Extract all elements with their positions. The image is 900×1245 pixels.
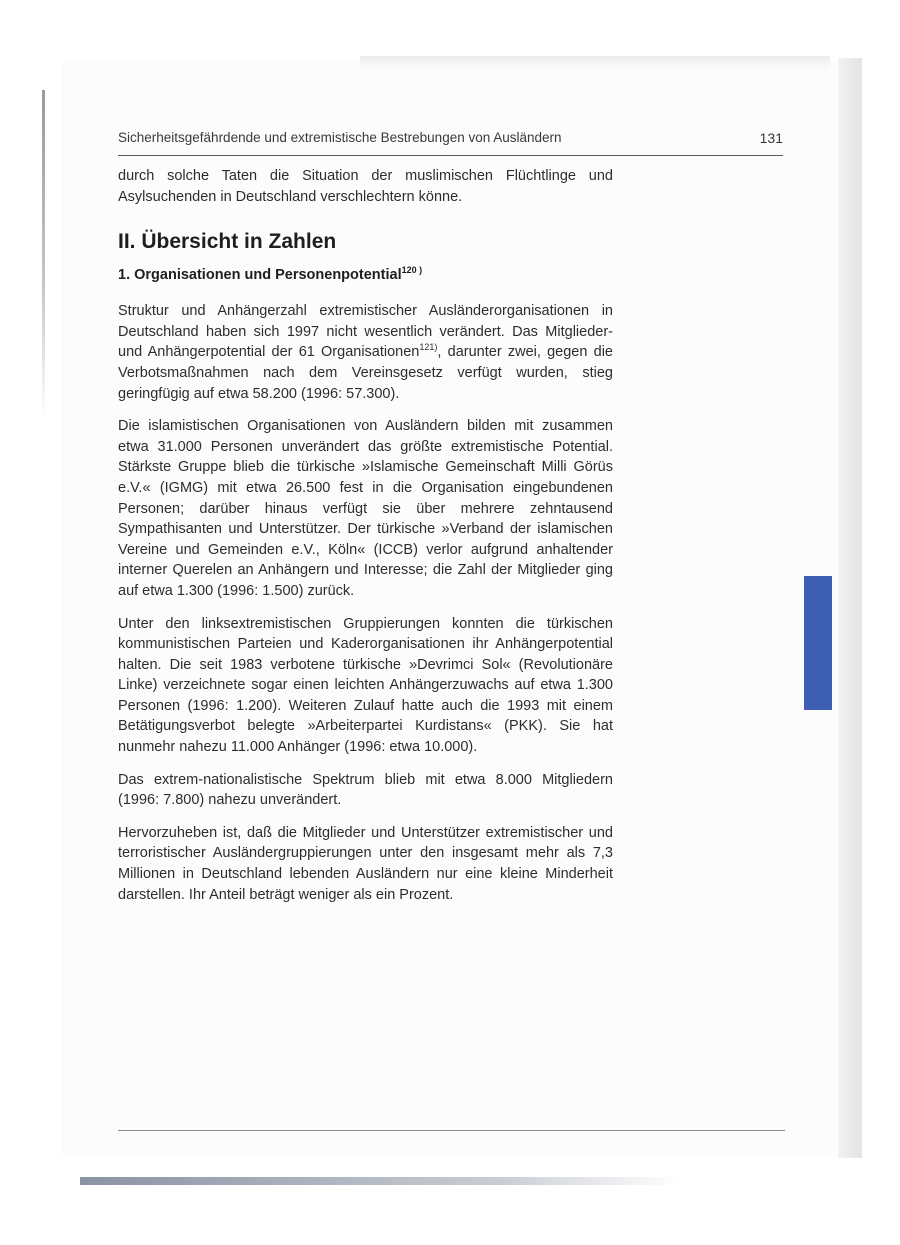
paragraph-islamist: Die islamistischen Organisationen von Ausländern bilden mit zusammen etwa 31.000 Personen unverändert das größte extremistische Potential. Stärkste Gruppe blieb die türkische »Islamische Gemeinschaft Milli Görüs e.V.« (IGMG) mit etwa 26.500 fest in die Organisation eingebundenen Personen; darüber hinaus verfügt sie über mehrere zehntausend Sympathisanten und Unterstützer. Der türkische »Verband der islamischen Vereine und Gemeinden e.V., Köln« (ICCB) verlor aufgrund anhaltender interner Querelen an Anhängern und Interesse; die Zahl der Mitglieder ging auf etwa 1.300 (1996: 1.500) zurück.: [118, 418, 613, 599]
footnote-ref-121: 121): [419, 342, 438, 353]
sub-heading: [118, 265, 613, 285]
sub-heading-text: 1. Organisationen und Personenpotential: [118, 267, 402, 284]
paragraph-structure: [118, 301, 613, 404]
scan-shadow-top: [360, 56, 830, 70]
page-number: 131: [759, 130, 783, 146]
paragraph-left-extremist: Unter den linksextremistischen Gruppierungen konnten die türkischen kommunistischen Parteien und Kaderorganisationen ihr Anhängerpotential halten. Die seit 1983 verbotene türkische »Devrimci Sol« (Revolutionäre Linke) verzeichnete sogar einen leichten Anhängerzuwachs auf etwa 1.300 Personen (1996: 1.200). Weiteren Zulauf hatte auch die 1993 mit einem Betätigungsverbot belegte »Arbeiterpartei Kurdistans« (PKK). Sie hat nunmehr nahezu 11.000 Anhänger (1996: etwa 10.000).: [118, 615, 613, 756]
intro-paragraph: durch solche Taten die Situation der muslimischen Flüchtlinge und Asylsuchenden in Deutschland verschlechtern könne.: [118, 168, 613, 205]
scan-edge-mark: [42, 90, 45, 420]
section-heading: II. Übersicht in Zahlen: [118, 230, 337, 254]
paragraph-minority: Hervorzuheben ist, daß die Mitglieder und Unterstützer extremistischer und terroristischer Ausländergruppierungen unter den insgesamt mehr als 7,3 Millionen in Deutschland lebenden Ausländern nur eine kleine Minderheit darstellen. Ihr Anteil beträgt weniger als ein Prozent.: [118, 824, 613, 903]
page-body: [118, 166, 613, 917]
scan-shadow-right: [838, 58, 862, 1158]
paragraph-structure-text-b: , darunter zwei, gegen die Verbotsmaßnahmen nach dem Vereinsgesetz verfügt wurden, stieg geringfügig auf etwa 58.200 (1996: 57.300).: [118, 344, 613, 402]
footnote-ref-120: 120 ): [401, 265, 423, 276]
header-divider: [118, 155, 783, 156]
paragraph-nationalist: Das extrem-nationalistische Spektrum blieb mit etwa 8.000 Mitgliedern (1996: 7.800) nahezu unverändert.: [118, 771, 613, 809]
paragraph-structure-text-a: Struktur und Anhängerzahl extremistischer Ausländerorganisationen in Deutschland haben sich 1997 nicht wesentlich verändert. Das Mitglieder- und Anhängerpotential der 61 Organisationen: [118, 303, 613, 361]
scan-edge-bottom: [80, 1177, 680, 1185]
chapter-tab-marker: [804, 576, 832, 710]
footer-divider: [118, 1130, 785, 1131]
running-head-title: Sicherheitsgefährdende und extremistische Bestrebungen von Ausländern: [118, 130, 562, 145]
